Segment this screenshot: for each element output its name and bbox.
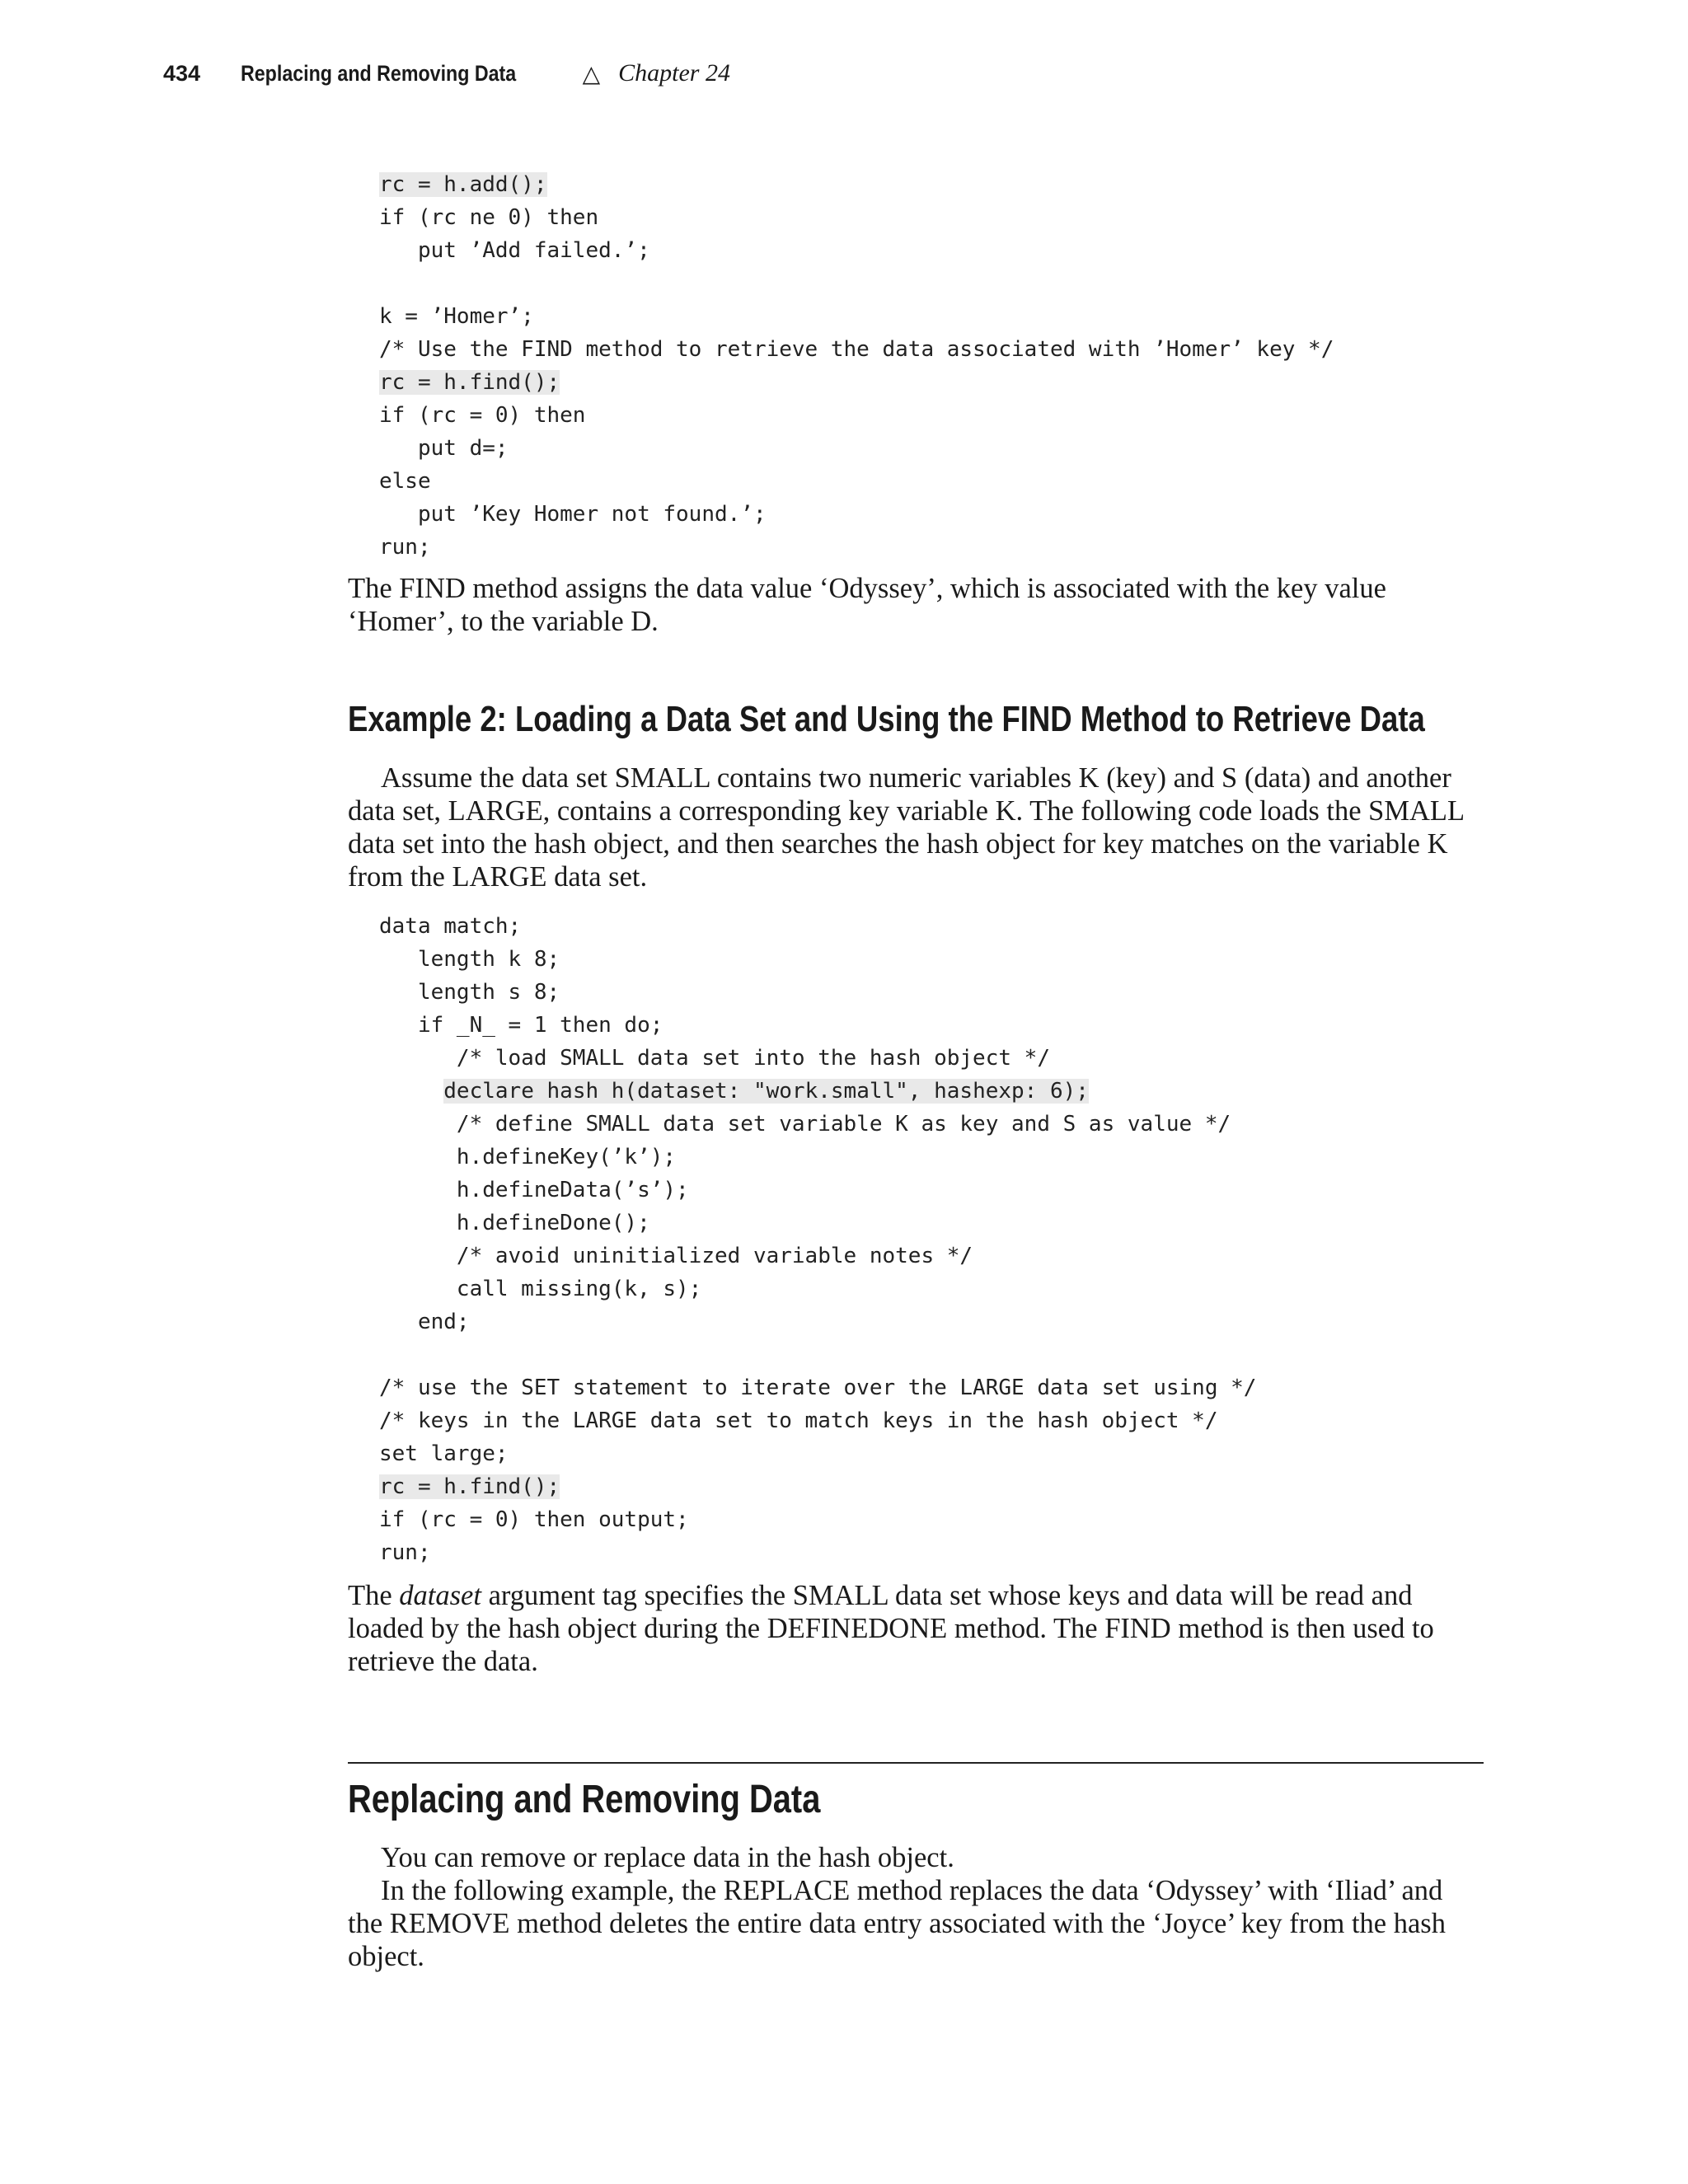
- code-line: run;: [379, 535, 431, 560]
- code-line: /* Use the FIND method to retrieve the data associated with ’Homer’ key */: [379, 337, 1334, 362]
- chapter-label: Chapter 24: [618, 59, 730, 87]
- code-line: run;: [379, 1540, 431, 1565]
- code-block-1: [379, 168, 1334, 564]
- code-line: h.defineData(’s’);: [379, 1178, 689, 1202]
- page-number: 434: [163, 60, 201, 86]
- code-line: [379, 267, 1334, 300]
- code-line: [379, 168, 1334, 201]
- dataset-term: dataset: [399, 1580, 481, 1611]
- code-line: else: [379, 469, 431, 494]
- code-line: /* define SMALL data set variable K as key and S as value */: [379, 1112, 1231, 1137]
- code-line: [379, 1470, 1256, 1503]
- code-line: data match;: [379, 914, 522, 939]
- paragraph-example-2-intro: Assume the data set SMALL contains two numeric variables K (key) and S (data) and another data set, LARGE, contains a corresponding key variable K. The following code loads the SMALL data set into the hash object, and then searches the hash object for key matches on the variable K from the LARGE data set.: [348, 762, 1464, 893]
- code-line: set large;: [379, 1441, 509, 1466]
- code-line: /* keys in the LARGE data set to match keys in the hash object */: [379, 1408, 1218, 1433]
- triangle-separator-icon: △: [582, 59, 601, 87]
- code-line: k = ’Homer’;: [379, 304, 534, 329]
- code-line: if (rc = 0) then output;: [379, 1507, 689, 1532]
- code-line: put ’Key Homer not found.’;: [379, 502, 767, 527]
- code-line: put d=;: [379, 436, 509, 461]
- example-2-heading: Example 2: Loading a Data Set and Using the FIND Method to Retrieve Data: [348, 699, 1425, 739]
- section-heading: Replacing and Removing Data: [348, 1778, 821, 1821]
- code-line: /* avoid uninitialized variable notes */: [379, 1244, 973, 1268]
- running-header: [163, 59, 730, 87]
- paragraph-find-result: The FIND method assigns the data value ‘Odyssey’, which is associated with the key value ‘Homer’, to the variable D.: [348, 573, 1386, 637]
- code-line: /* load SMALL data set into the hash object */: [379, 1046, 1050, 1071]
- highlighted-code: rc = h.find();: [379, 1474, 560, 1499]
- code-line: /* use the SET statement to iterate over the LARGE data set using */: [379, 1376, 1257, 1400]
- running-section-title: Replacing and Removing Data: [241, 60, 517, 86]
- code-line: [379, 1338, 1256, 1371]
- code-line: end;: [379, 1310, 470, 1334]
- code-block-2: [379, 910, 1256, 1569]
- code-line: length k 8;: [379, 947, 560, 972]
- code-line: h.defineKey(’k’);: [379, 1145, 677, 1169]
- code-line: h.defineDone();: [379, 1211, 650, 1235]
- paragraph-replace-example: In the following example, the REPLACE method replaces the data ‘Odyssey’ with ‘Iliad’ and the REMOVE method deletes the entire data entry associated with the ‘Joyce’ key from the hash object.: [348, 1875, 1446, 1972]
- highlighted-code: declare hash h(dataset: "work.small", hashexp: 6);: [443, 1079, 1089, 1104]
- code-line: if (rc = 0) then: [379, 403, 586, 428]
- section-rule: [348, 1762, 1484, 1764]
- code-line: put ’Add failed.’;: [379, 238, 650, 263]
- paragraph-dataset-tag: The dataset argument tag specifies the SMALL data set whose keys and data will be read and loaded by the hash object during the DEFINEDONE method. The FIND method is then used to retrieve the data.: [348, 1580, 1434, 1677]
- highlighted-code: rc = h.add();: [379, 172, 547, 197]
- code-line: [379, 366, 1334, 399]
- paragraph-remove-replace: You can remove or replace data in the hash object.: [381, 1842, 954, 1873]
- highlighted-code: rc = h.find();: [379, 370, 560, 395]
- code-line: if _N_ = 1 then do;: [379, 1013, 663, 1038]
- code-line: if (rc ne 0) then: [379, 205, 599, 230]
- code-line: length s 8;: [379, 980, 560, 1005]
- code-line: call missing(k, s);: [379, 1277, 702, 1301]
- code-line: [379, 1075, 1256, 1108]
